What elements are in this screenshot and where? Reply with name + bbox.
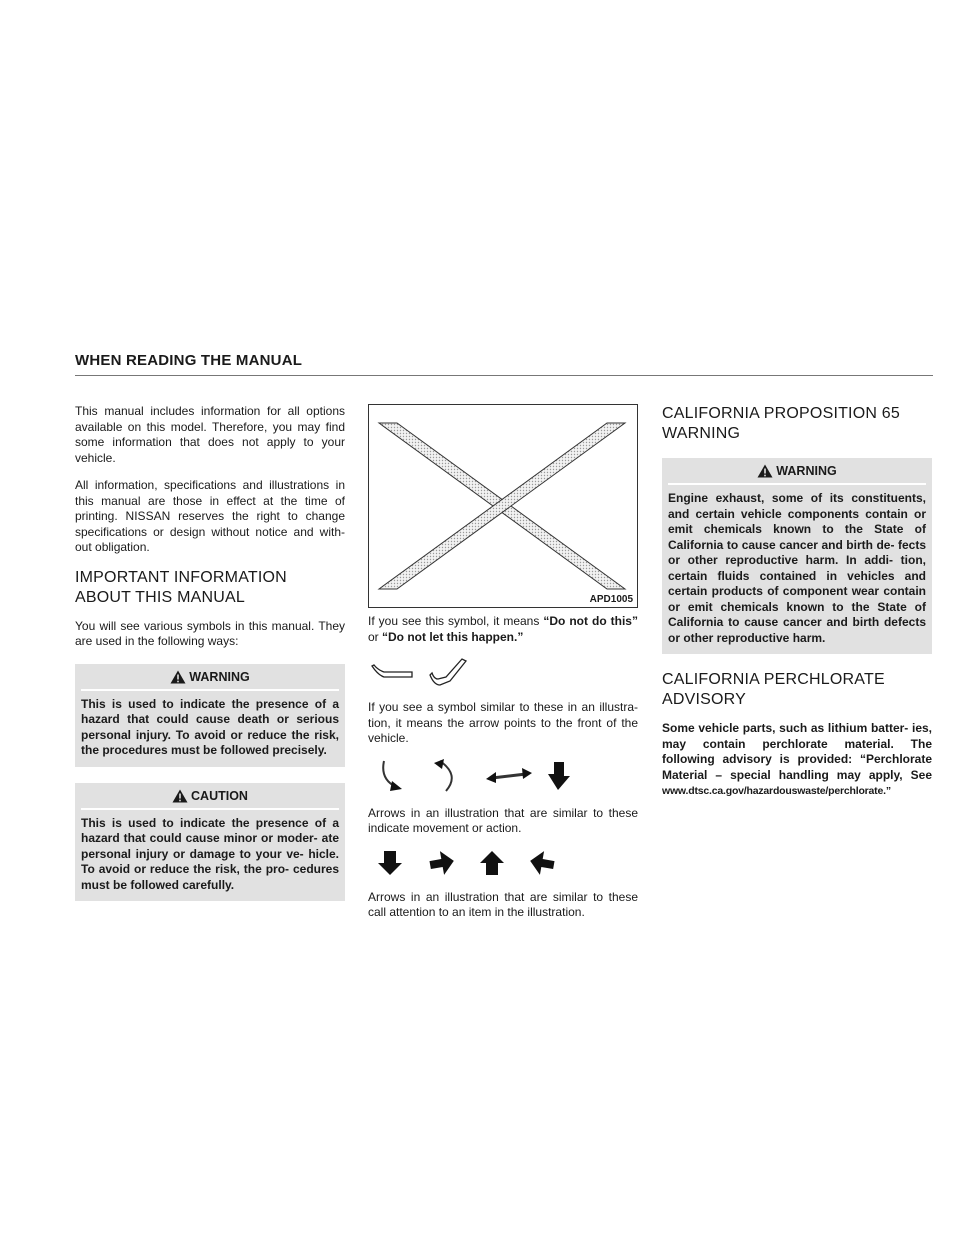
warning-triangle-icon bbox=[172, 789, 188, 803]
figure-label: APD1005 bbox=[589, 594, 633, 605]
prop65-warning-body: Engine exhaust, some of its constituents, and certain vehicle components contain or emit chemicals known to the State of California to cause cancer and birth de- fects or other reproductive harm. In addi- tion, certain fluids contained in vehicles and certain products of component wear contain or emit chemicals known to the State of California to cause cancer and birth defects or other reproductive harm. bbox=[668, 491, 926, 645]
important-info-heading: IMPORTANT INFORMATION ABOUT THIS MANUAL bbox=[75, 568, 287, 606]
front-arrow-text: If you see a symbol similar to these in an illustra- tion, it means the arrow points to the front of the vehicle. bbox=[368, 700, 638, 745]
symbols-intro-paragraph: You will see various symbols in this manual. They are used in the following ways: bbox=[75, 618, 345, 648]
perchlorate-heading: CALIFORNIA PERCHLORATE ADVISORY bbox=[662, 671, 885, 708]
front-arrow-angled-icon bbox=[428, 657, 468, 692]
perchlorate-advisory-text: Some vehicle parts, such as lithium batter- ies, may contain perchlorate material. The following advisory is provided: “Perchlorate Material – special handling may apply, See www.dtsc.ca.gov/hazardouswaste/perchlorate.” bbox=[662, 721, 932, 797]
attention-text: Arrows in an illustration that are similar to these call attention to an item in the illustration. bbox=[368, 889, 638, 919]
caution-box-title bbox=[81, 789, 339, 810]
warning-label: WARNING bbox=[189, 669, 250, 684]
movement-arrow-row bbox=[368, 759, 638, 798]
prop65-warning-label: WARNING bbox=[776, 464, 837, 478]
attention-arrow-row bbox=[368, 849, 638, 882]
intro-paragraph: This manual includes information for all options available on this model. Therefore, you may find some information that does not apply to your vehicle. bbox=[75, 404, 345, 465]
caution-body: This is used to indicate the presence of a hazard that could cause minor or moder- ate personal injury or damage to your ve- hicle. To avoid or reduce the risk, the pro- cedures must be followed carefully. bbox=[81, 815, 339, 892]
arrow-down-icon bbox=[376, 849, 404, 882]
prop65-heading: CALIFORNIA PROPOSITION 65 WARNING bbox=[662, 405, 900, 442]
arrow-right-icon bbox=[428, 849, 456, 882]
arrow-up-icon bbox=[478, 849, 506, 882]
do-not-x-icon bbox=[369, 405, 637, 607]
warning-box bbox=[75, 664, 345, 767]
prop65-warning-box bbox=[662, 458, 932, 654]
warning-box-title bbox=[81, 670, 339, 691]
do-not-symbol-figure bbox=[368, 404, 638, 608]
bent-arrow-icon bbox=[546, 760, 572, 797]
front-arrow-row bbox=[368, 657, 638, 692]
specifications-paragraph: All information, specifications and illustrations in this manual are those in effect at the time of printing. NISSAN reserves the right to change specifications or design without notice and with- out obligation. bbox=[75, 478, 345, 554]
warning-body: This is used to indicate the presence of a hazard that could cause death or serious personal injury. To avoid or reduce the risk, the procedures must be followed precisely. bbox=[81, 696, 339, 757]
do-not-symbol-text: If you see this symbol, it means “Do not do this” or “Do not let this happen.” bbox=[368, 614, 638, 644]
prop65-warning-title bbox=[668, 464, 926, 485]
caution-box bbox=[75, 783, 345, 902]
section-title: WHEN READING THE MANUAL bbox=[75, 352, 303, 369]
column-1 bbox=[75, 404, 345, 917]
curved-arrow-up-icon bbox=[432, 759, 462, 798]
section-divider bbox=[75, 375, 933, 376]
warning-triangle-icon bbox=[170, 670, 186, 684]
caution-label: CAUTION bbox=[191, 788, 248, 803]
warning-triangle-icon bbox=[757, 464, 773, 478]
curved-arrow-down-icon bbox=[378, 759, 408, 798]
column-3 bbox=[662, 404, 932, 800]
movement-text: Arrows in an illustration that are similar to these indicate movement or action. bbox=[368, 805, 638, 835]
perchlorate-url: www.dtsc.ca.gov/hazardouswaste/perchlorate.” bbox=[662, 785, 891, 797]
front-arrow-flat-icon bbox=[370, 661, 414, 688]
column-2 bbox=[368, 404, 638, 933]
arrow-left-icon bbox=[528, 849, 556, 882]
double-arrow-icon bbox=[486, 766, 532, 791]
